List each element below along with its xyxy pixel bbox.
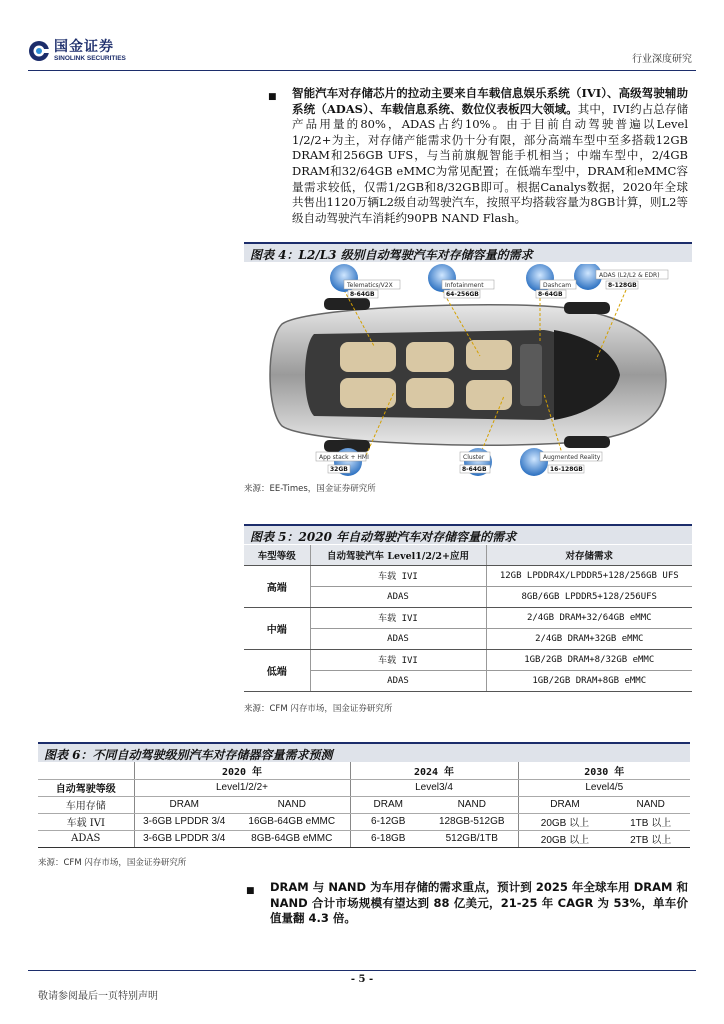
app-cell: 车载 IVI — [310, 649, 486, 670]
grade-mid: 中端 — [244, 607, 310, 649]
mem-type: NAND — [426, 796, 518, 813]
value-cell: 20GB 以上 — [518, 813, 611, 830]
callout-app-stack: App stack + HMI — [319, 454, 369, 461]
grade-high: 高端 — [244, 565, 310, 607]
grade-low: 低端 — [244, 649, 310, 691]
figure6-title: 图表 6：不同自动驾驶级别汽车对存储器容量需求预测 — [38, 742, 690, 762]
row-label: ADAS — [38, 830, 134, 847]
demand-cell: 12GB LPDDR4X/LPDDR5+128/256GB UFS — [486, 565, 692, 586]
mem-type: DRAM — [350, 796, 426, 813]
table-row — [244, 586, 692, 607]
header-application: 自动驾驶汽车 Level1/2/2+应用 — [310, 545, 486, 565]
callout-adas-cap: 8-128GB — [608, 282, 637, 289]
app-cell: ADAS — [310, 670, 486, 691]
level-2024: Level3/4 — [350, 779, 518, 796]
header-divider — [28, 70, 696, 71]
paragraph-storage-drivers — [292, 86, 688, 226]
sinolink-logo-icon — [28, 40, 50, 62]
table-row — [38, 830, 690, 847]
table-row — [38, 762, 690, 779]
table-row — [38, 813, 690, 830]
demand-cell: 2/4GB DRAM+32/64GB eMMC — [486, 607, 692, 628]
table-row — [244, 670, 692, 691]
page-header — [28, 40, 696, 70]
table-row — [244, 628, 692, 649]
figure5-table — [244, 545, 692, 692]
demand-cell: 8GB/6GB LPDDR5+128/256UFS — [486, 586, 692, 607]
callout-telematics: Telematics/V2X — [347, 282, 393, 289]
table-row — [38, 796, 690, 813]
demand-cell: 1GB/2GB DRAM+8/32GB eMMC — [486, 649, 692, 670]
table-header-row — [244, 545, 692, 565]
table-row — [244, 607, 692, 628]
mem-type: NAND — [234, 796, 350, 813]
callout-dashcam-cap: 8-64GB — [538, 291, 563, 298]
figure5-title: 图表 5：2020 年自动驾驶汽车对存储容量的需求 — [244, 524, 692, 544]
header-grade: 车型等级 — [244, 545, 310, 565]
callout-infotainment-cap: 64-256GB — [446, 291, 479, 298]
callout-cluster: Cluster — [463, 454, 485, 461]
app-cell: 车载 IVI — [310, 607, 486, 628]
demand-cell: 1GB/2GB DRAM+8GB eMMC — [486, 670, 692, 691]
bullet-icon: ■ — [246, 886, 255, 896]
value-cell: 3-6GB LPDDR 3/4 — [134, 830, 234, 847]
paragraph-lead: 智能汽车对存储芯片的拉动主要来自车载信息娱乐系统（IVI）、高级驾驶辅助系统（ADAS）、车载信息系统、数位仪表板四大领域。 — [292, 86, 688, 116]
demand-cell: 2/4GB DRAM+32GB eMMC — [486, 628, 692, 649]
year-2024: 2024 年 — [350, 762, 518, 779]
callout-adas: ADAS (L2/L2 & EDR) — [599, 272, 660, 279]
callout-dashcam: Dashcam — [543, 282, 572, 289]
value-cell: 6-18GB — [350, 830, 426, 847]
paragraph-market-forecast: DRAM 与 NAND 为车用存储的需求重点，预计到 2025 年全球车用 DRAM 和 NAND 合计市场规模有望达到 88 亿美元，21-25 年 CAGR 为 53%，单车价值量翻 4.3 倍。 — [270, 880, 688, 926]
app-cell: ADAS — [310, 586, 486, 607]
figure6-source: 来源：CFM 闪存市场，国金证券研究所 — [38, 858, 187, 868]
callout-app-stack-cap: 32GB — [330, 466, 348, 473]
report-type: 行业深度研究 — [632, 54, 692, 65]
sinolink-logo — [28, 40, 126, 63]
table-row — [38, 779, 690, 796]
year-2020: 2020 年 — [134, 762, 350, 779]
app-cell: ADAS — [310, 628, 486, 649]
mem-type: DRAM — [134, 796, 234, 813]
callout-infotainment: Infotainment — [445, 282, 484, 289]
brand-name-en: SINOLINK SECURITIES — [54, 55, 126, 62]
callout-telematics-cap: 8-64GB — [350, 291, 375, 298]
row-label: 车载 IVI — [38, 813, 134, 830]
brand-name-cn: 国金证券 — [54, 39, 114, 55]
disclaimer: 敬请参阅最后一页特别声明 — [38, 991, 158, 1002]
level-2020: Level1/2/2+ — [134, 779, 350, 796]
app-cell: 车载 IVI — [310, 565, 486, 586]
figure4-title: 图表 4：L2/L3 级别自动驾驶汽车对存储容量的需求 — [244, 242, 692, 262]
level-label: 自动驾驶等级 — [38, 779, 134, 796]
mem-type: DRAM — [518, 796, 611, 813]
mem-type: NAND — [611, 796, 690, 813]
figure6-table — [38, 762, 690, 848]
value-cell: 8GB-64GB eMMC — [234, 830, 350, 847]
figure5-source: 来源：CFM 闪存市场，国金证券研究所 — [244, 704, 393, 714]
value-cell: 2TB 以上 — [611, 830, 690, 847]
footer-divider — [28, 970, 696, 971]
value-cell: 6-12GB — [350, 813, 426, 830]
table-row — [244, 649, 692, 670]
callout-cluster-cap: 8-64GB — [462, 466, 487, 473]
callout-ar-cap: 16-128GB — [550, 466, 583, 473]
header-demand: 对存储需求 — [486, 545, 692, 565]
level-2030: Level4/5 — [518, 779, 690, 796]
figure4-source: 来源：EE-Times，国金证券研究所 — [244, 484, 376, 494]
value-cell: 3-6GB LPDDR 3/4 — [134, 813, 234, 830]
car-storage-diagram — [244, 264, 692, 476]
paragraph-body: 其中，IVI约占总存储产品用量的80%，ADAS占约10%。由于目前自动驾驶普遍以Level 1/2/2+为主，对存储产能需求仍十分有限，部分高端车型中至多搭载12GB DRAM和256GB UFS，与当前旗舰智能手机相当；中端车型中，2/4GB DRAM和32/64GB eMMC为常见配置；在低端车型中，DRAM和eMMC容量需求较低，仅需1/2GB和8/32GB即可。根据Canalys数据，2020年全球共售出1120万辆L2级自动驾驶汽车，按照平均搭载容量为8GB计算，则L2等级自动驾驶汽车消耗约90PB NAND Flash。 — [292, 101, 689, 225]
table-row — [244, 565, 692, 586]
storage-label: 车用存储 — [38, 796, 134, 813]
value-cell: 512GB/1TB — [426, 830, 518, 847]
value-cell: 1TB 以上 — [611, 813, 690, 830]
bullet-icon: ■ — [268, 92, 277, 102]
callout-ar: Augmented Reality — [543, 454, 601, 461]
value-cell: 128GB-512GB — [426, 813, 518, 830]
value-cell: 20GB 以上 — [518, 830, 611, 847]
value-cell: 16GB-64GB eMMC — [234, 813, 350, 830]
year-2030: 2030 年 — [518, 762, 690, 779]
page-number: - 5 - — [350, 974, 374, 985]
